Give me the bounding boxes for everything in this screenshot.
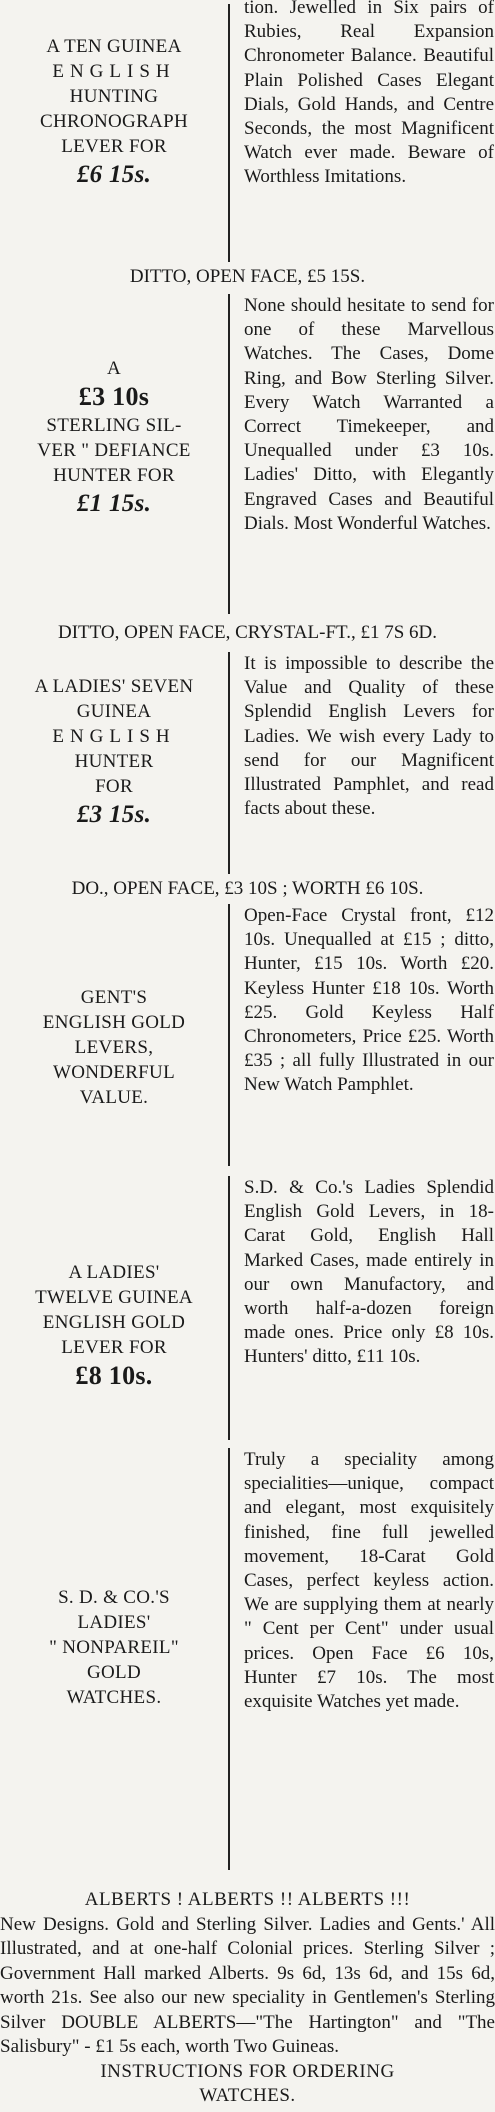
item-6-description <box>244 1448 494 1714</box>
item-1-line-1: A TEN GUINEA <box>46 36 182 57</box>
item-6-line-1: S. D. & CO.'S <box>58 1587 170 1608</box>
item-1-line-4: CHRONOGRAPH <box>40 111 188 132</box>
item-2-open-face: DITTO, OPEN FACE, CRYSTAL-FT., £1 7S 6D. <box>57 622 438 643</box>
item-3-line-3: ENGLISH <box>52 726 176 747</box>
item-3-price: £3 15s. <box>76 801 152 828</box>
item-6-line-4: GOLD <box>87 1662 141 1683</box>
item-5-description <box>244 1176 494 1370</box>
item-5-line-3: ENGLISH GOLD <box>42 1312 186 1333</box>
item-6-line-5: WATCHES. <box>66 1687 162 1708</box>
item-4-line-3: LEVERS, <box>74 1037 154 1058</box>
alberts-text: New Designs. Gold and Sterling Silver. Ladies and Gents.' All Illustrated, and at one-half Colonial prices. Sterling Silver ; Government Hall marked Alberts. 9s 6d, 13s 6d, and 15s 6d, worth 21s. See also our new speciality in Gentlemen's Sterling Silver DOUBLE ALBERTS—"The Hartington" and "The Salisbury" - £1 5s each, worth Two Guineas. <box>0 1913 495 2057</box>
item-6-line-2: LADIES' <box>77 1612 151 1633</box>
item-3-brace <box>228 652 240 874</box>
item-2-title <box>0 356 228 520</box>
item-3-line-5: FOR <box>95 776 133 797</box>
item-2-line-3: STERLING SIL- <box>46 415 182 436</box>
item-3-line-2: GUINEA <box>76 701 152 722</box>
item-3-line-4: HUNTER <box>74 751 154 772</box>
item-2-line-2: £3 10s <box>78 382 150 411</box>
item-4-line-4: WONDERFUL <box>53 1062 175 1083</box>
item-4-text: Open-Face Crystal front, £12 10s. Unequalled at £15 ; ditto, Hunter, £15 10s. Worth £20. Keyless Hunter £18 10s. Worth £25. Gold Keyless Half Chronometers, Price £25. Worth £35 ; all fully Illustrated in our New Watch Pamphlet. <box>244 905 494 1096</box>
item-6-line-3: " NONPAREIL" <box>49 1637 179 1658</box>
alberts-heading: ALBERTS ! ALBERTS !! ALBERTS !!! <box>84 1889 411 1910</box>
item-4-line-2: ENGLISH GOLD <box>42 1012 186 1033</box>
item-1-open-face: DITTO, OPEN FACE, £5 15S. <box>129 266 366 287</box>
item-4-description <box>244 904 494 1098</box>
item-3-line-1: A LADIES' SEVEN <box>34 676 194 697</box>
item-1-line-5: LEVER FOR <box>61 136 167 157</box>
item-5-line-1: A LADIES' <box>68 1262 160 1283</box>
item-2-text: None should hesitate to send for one of these Marvellous Watches. The Cases, Dome Ring, and Bow Sterling Silver. Every Watch Warranted a Correct Timekeeper, and Unequalled under £3 10s. Ladies' Ditto, with Elegantly Engraved Cases and Beautiful Dials. Most Wonderful Watches. <box>244 295 494 534</box>
item-5-line-2: TWELVE GUINEA <box>35 1287 193 1308</box>
item-2-line-5: HUNTER FOR <box>53 465 175 486</box>
item-2-description <box>244 294 494 536</box>
item-1-line-2: ENGLISH <box>52 61 176 82</box>
item-2-line-1: A <box>106 358 122 379</box>
item-6-title <box>0 1585 228 1710</box>
item-3-description <box>244 652 494 821</box>
item-4-brace <box>228 904 240 1166</box>
item-2-line-4: VER " DEFIANCE <box>37 440 191 461</box>
item-1-description <box>244 0 494 190</box>
item-1-price: £6 15s. <box>76 161 152 188</box>
item-5-text: S.D. & Co.'s Ladies Splendid English Gold Levers, in 18-Carat Gold, English Hall Marked Cases, made entirely in our own Manufactory, and worth half-a-dozen foreign made ones. Price only £8 10s. Hunters' ditto, £11 10s. <box>244 1177 494 1368</box>
item-4-line-5: VALUE. <box>79 1087 149 1108</box>
item-4-line-1: GENT'S <box>80 987 148 1008</box>
item-1-text: tion. Jewelled in Six pairs of Rubies, Real Expansion Chronometer Balance. Beautiful Plain Polished Cases Elegant Dials, Gold Hands, and Centre Seconds, the most Magnificent Watch ever made. Beware of Worthless Imitations. <box>244 0 494 188</box>
item-5-title <box>0 1260 228 1392</box>
instructions-heading: INSTRUCTIONS FOR ORDERING <box>100 2060 395 2082</box>
item-3-title <box>0 674 228 831</box>
item-3-text: It is impossible to describe the Value and Quality of these Splendid English Levers for Ladies. We wish every Lady to send for our Magnificent Illustrated Pamphlet, and read facts about these. <box>244 653 494 820</box>
item-6-text: Truly a speciality among specialities—unique, compact and elegant, most exquisitely finished, fine full jewelled movement, 18-Carat Gold Cases, perfect keyless action. We are supplying them at nearly " Cent per Cent" under usual prices. Open Face £6 10s, Hunter £7 10s. The most exquisite Watches yet made. <box>244 1449 494 1713</box>
item-6-brace <box>228 1448 240 1870</box>
item-5-line-4: LEVER FOR <box>61 1337 167 1358</box>
item-5-brace <box>228 1176 240 1440</box>
item-5-price: £8 10s. <box>75 1361 153 1390</box>
item-1-brace <box>228 4 240 262</box>
watches-heading: WATCHES. <box>199 2085 296 2106</box>
alberts-section <box>0 1888 495 2109</box>
item-2-price: £1 15s. <box>76 490 152 517</box>
item-3-open-face: DO., OPEN FACE, £3 10S ; WORTH £6 10S. <box>71 878 424 899</box>
item-1-title <box>0 34 228 191</box>
item-4-title <box>0 985 228 1110</box>
item-2-brace <box>228 294 240 614</box>
item-1-line-3: HUNTING <box>69 86 159 107</box>
